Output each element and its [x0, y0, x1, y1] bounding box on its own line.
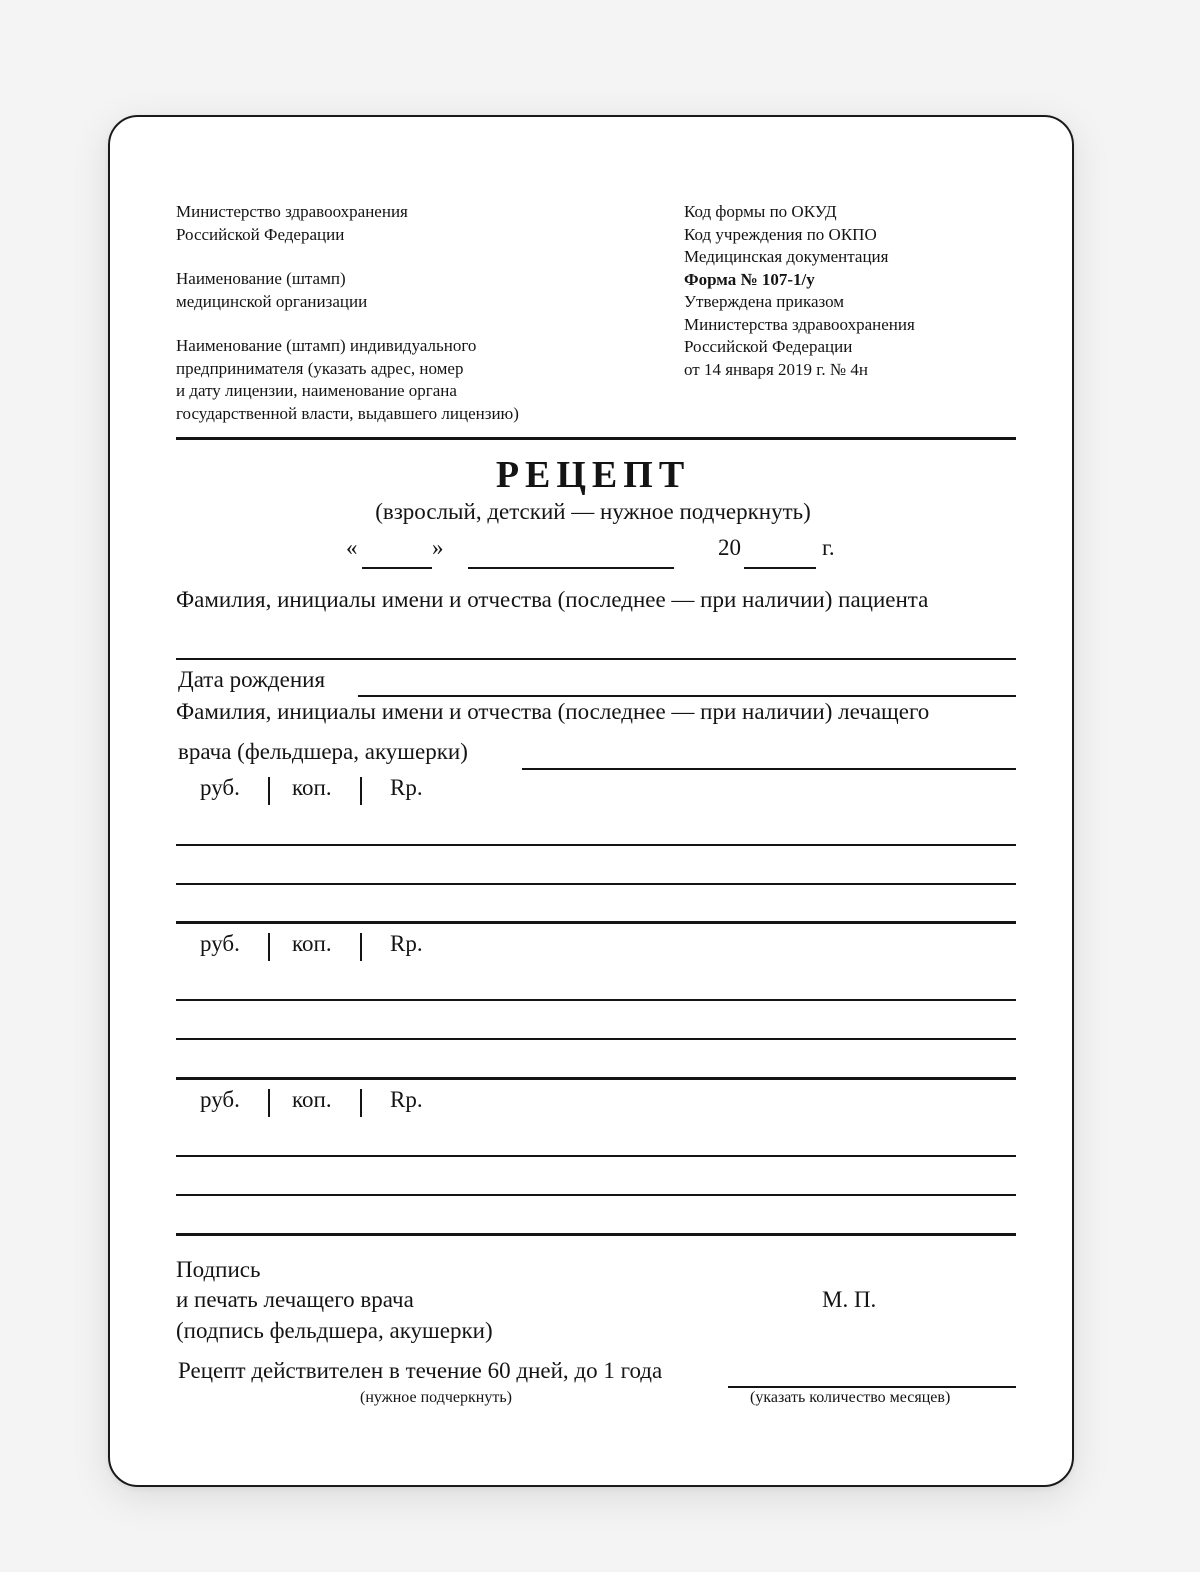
rx-1-line-2[interactable] [176, 883, 1016, 885]
okud-code-label: Код формы по ОКУД [684, 202, 837, 221]
form-subtitle: (взрослый, детский — нужное подчеркнуть) [375, 499, 811, 524]
signature-label-line-3: (подпись фельдшера, акушерки) [176, 1318, 493, 1343]
rx-3-rp: Rp. [390, 1087, 423, 1112]
ministry-line-1: Министерство здравоохранения [176, 202, 408, 221]
stamp-place-label: М. П. [822, 1287, 877, 1312]
header-right [684, 201, 915, 381]
approved-federation: Российской Федерации [684, 337, 853, 356]
rx-3-line-2[interactable] [176, 1194, 1016, 1196]
doctor-name-label-line-2: врача (фельдшера, акушерки) [178, 739, 468, 764]
header-divider [176, 437, 1016, 440]
approved-ministry: Министерства здравоохранения [684, 314, 915, 334]
day-field[interactable] [362, 567, 432, 569]
doctor-name-field[interactable] [522, 768, 1016, 770]
validity-months-note: (указать количество месяцев) [750, 1389, 951, 1406]
rx-2-line-1[interactable] [176, 999, 1016, 1001]
patient-name-label: Фамилия, инициалы имени и отчества (последнее — при наличии) пациента [176, 587, 929, 612]
rx-3-divider-1 [268, 1089, 270, 1117]
rx-3-line-1[interactable] [176, 1155, 1016, 1157]
ip-stamp-line-3: и дату лицензии, наименование органа [176, 381, 457, 400]
med-doc-label: Медицинская документация [684, 247, 889, 266]
ministry-line-2: Российской Федерации [176, 224, 345, 244]
prescription-form [108, 115, 1074, 1487]
rx-2-divider-2 [360, 933, 362, 961]
rx-2-rub: руб. [200, 931, 240, 956]
rx-3-kop: коп. [292, 1087, 332, 1112]
ip-stamp-line-2: предпринимателя (указать адрес, номер [176, 358, 464, 378]
validity-text: Рецепт действителен в течение 60 дней, до 1 года [178, 1358, 663, 1383]
doctor-name-label-line-1: Фамилия, инициалы имени и отчества (последнее — при наличии) лечащего [176, 699, 930, 724]
okpo-code-label: Код учреждения по ОКПО [684, 224, 877, 244]
rx-2-rp: Rp. [390, 931, 423, 956]
rx-1-line-1[interactable] [176, 844, 1016, 846]
month-field[interactable] [468, 567, 674, 569]
signature-label-line-2: и печать лечащего врача [176, 1287, 414, 1312]
patient-name-field[interactable] [176, 658, 1016, 660]
rx-1-separator [176, 921, 1016, 924]
rx-1-kop: коп. [292, 775, 332, 800]
rx-2-line-2[interactable] [176, 1038, 1016, 1040]
ip-stamp-line-1: Наименование (штамп) индивидуального [176, 336, 477, 355]
rx-2-kop: коп. [292, 931, 332, 956]
approved-label: Утверждена приказом [684, 292, 845, 311]
validity-months-field[interactable] [728, 1386, 1016, 1388]
rx-2-divider-1 [268, 933, 270, 961]
day-close-quote: » [432, 535, 444, 560]
validity-underline-note: (нужное подчеркнуть) [360, 1389, 512, 1406]
org-stamp-line-2: медицинской организации [176, 291, 368, 311]
year-prefix: 20 [718, 535, 741, 560]
birth-date-field[interactable] [358, 695, 1016, 697]
rx-1-divider-1 [268, 777, 270, 805]
year-suffix: г. [822, 535, 835, 560]
signature-label-line-1: Подпись [176, 1257, 261, 1282]
rx-1-divider-2 [360, 777, 362, 805]
order-date: от 14 января 2019 г. № 4н [684, 359, 868, 379]
rx-3-divider-2 [360, 1089, 362, 1117]
birth-date-label: Дата рождения [178, 667, 326, 692]
header-left [176, 201, 519, 425]
day-open-quote: « [346, 535, 358, 560]
form-number: Форма № 107-1/у [684, 269, 815, 289]
year-field[interactable] [744, 567, 816, 569]
form-title: РЕЦЕПТ [495, 454, 691, 496]
rx-1-rub: руб. [200, 775, 240, 800]
ip-stamp-line-4: государственной власти, выдавшего лицензию) [176, 403, 519, 423]
rx-3-rub: руб. [200, 1087, 240, 1112]
org-stamp-line-1: Наименование (штамп) [176, 269, 346, 288]
rx-3-separator [176, 1233, 1016, 1236]
rx-2-separator [176, 1077, 1016, 1080]
rx-1-rp: Rp. [390, 775, 423, 800]
